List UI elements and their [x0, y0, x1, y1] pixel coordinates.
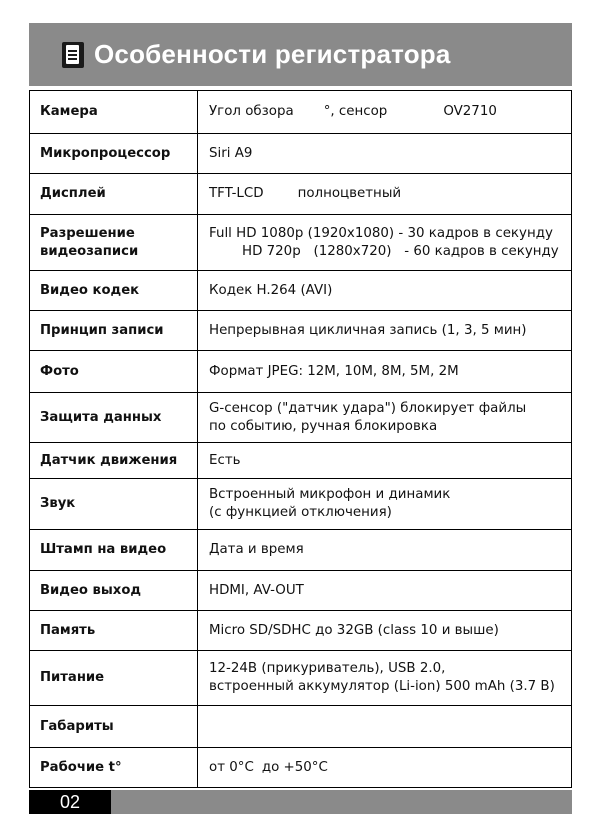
row-value: Есть: [198, 443, 572, 479]
row-label: Микропроцессор: [30, 134, 198, 174]
row-label: Видео выход: [30, 571, 198, 611]
value-line: G-сенсор ("датчик удара") блокирует файлы: [209, 400, 527, 416]
value-line: (с функцией отключения): [209, 505, 392, 520]
row-label: Габариты: [30, 706, 198, 748]
camera-angle-label: Угол обзора: [209, 104, 294, 119]
row-value: [198, 479, 572, 530]
display-color: полноцветный: [297, 186, 402, 201]
row-value: HDMI, AV-OUT: [198, 571, 572, 611]
temp-min: от 0°С: [209, 759, 254, 775]
row-value: [198, 91, 572, 134]
row-value: [198, 174, 572, 215]
row-label: Звук: [30, 479, 198, 530]
row-value: Кодек H.264 (AVI): [198, 271, 572, 311]
table-row-protection: [30, 393, 572, 443]
table-row-power: [30, 651, 572, 706]
page-footer: [29, 790, 572, 814]
table-row-dimensions: [30, 706, 572, 748]
row-label: Рабочие t°: [30, 748, 198, 788]
row-value: Формат JPEG: 12M, 10M, 8M, 5M, 2M: [198, 351, 572, 393]
row-value: [198, 748, 572, 788]
row-label: Штамп на видео: [30, 530, 198, 571]
row-label: Камера: [30, 91, 198, 134]
table-row-temp: [30, 748, 572, 788]
value-line: Full HD 1080p (1920x1080) - 30 кадров в секунду: [209, 225, 553, 241]
row-value: [198, 651, 572, 706]
table-row-cpu: [30, 134, 572, 174]
section-header: [29, 23, 572, 86]
page-title: Особенности регистратора: [94, 39, 451, 69]
table-row-display: [30, 174, 572, 215]
value-line: HD 720p (1280x720) - 60 кадров в секунду: [242, 243, 559, 259]
value-line: по событию, ручная блокировка: [209, 418, 438, 434]
row-value: Непрерывная цикличная запись (1, 3, 5 мин): [198, 311, 572, 351]
table-row-camera: [30, 91, 572, 134]
table-row-sound: [30, 479, 572, 530]
table-row-recording: [30, 311, 572, 351]
row-label: Дисплей: [30, 174, 198, 215]
row-label: Память: [30, 611, 198, 651]
value-line: встроенный аккумулятор (Li-ion) 500 mAh (3.7 В): [209, 679, 555, 694]
value-line: 12-24В (прикуриватель), USB 2.0,: [209, 661, 446, 676]
row-value: [198, 706, 572, 748]
row-label: Видео кодек: [30, 271, 198, 311]
row-value: Micro SD/SDHC до 32GB (class 10 и выше): [198, 611, 572, 651]
row-value: Siri A9: [198, 134, 572, 174]
display-type: TFT-LCD: [209, 186, 264, 201]
row-value: [198, 393, 572, 443]
row-label: Питание: [30, 651, 198, 706]
camera-sensor-label: °, сенсор: [323, 104, 388, 119]
value-line: Встроенный микрофон и динамик: [209, 487, 451, 502]
camera-sensor-value: OV2710: [443, 104, 497, 119]
table-row-resolution: [30, 215, 572, 271]
row-label: Принцип записи: [30, 311, 198, 351]
page-number: 02: [29, 790, 111, 814]
document-icon: [62, 42, 84, 68]
table-row-photo: [30, 351, 572, 393]
row-label: Датчик движения: [30, 443, 198, 479]
table-row-memory: [30, 611, 572, 651]
row-label-line: видеозаписи: [40, 243, 139, 259]
specs-table: [29, 90, 572, 788]
row-label: Фото: [30, 351, 198, 393]
table-row-video-out: [30, 571, 572, 611]
row-value: Дата и время: [198, 530, 572, 571]
row-label: [30, 215, 198, 271]
table-row-motion: [30, 443, 572, 479]
row-value: [198, 215, 572, 271]
row-label-line: Разрешение: [40, 225, 135, 241]
row-label: Защита данных: [30, 393, 198, 443]
table-row-codec: [30, 271, 572, 311]
temp-max: до +50°С: [261, 759, 328, 775]
table-row-stamp: [30, 530, 572, 571]
